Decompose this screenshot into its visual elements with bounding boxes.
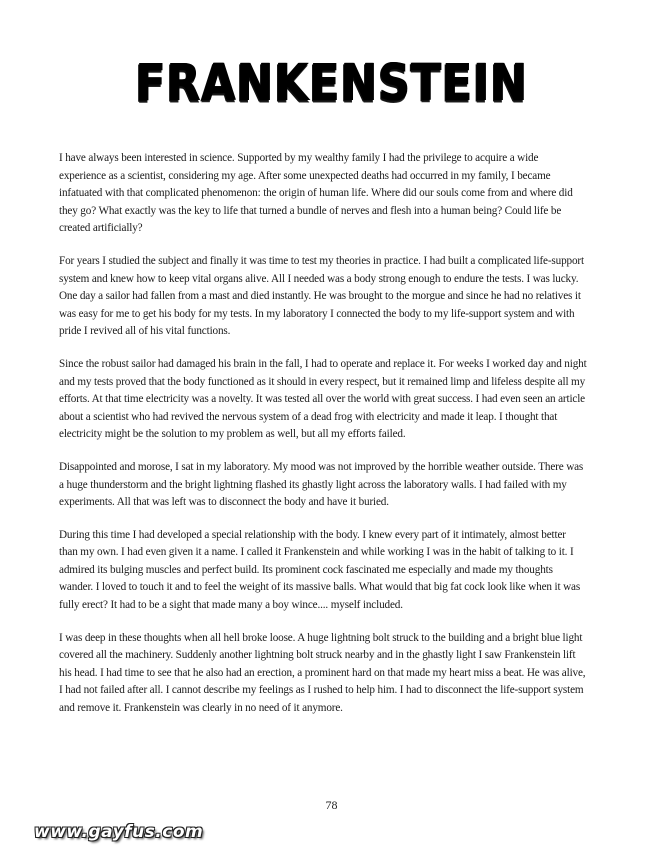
paragraph-3: Since the robust sailor had damaged his brain in the fall, I had to operate and replace it. For weeks I worked day and night and my tests proved that the body functioned as it should in every respect, but it remained limp and lifeless despite all my efforts. At that time electricity was a novelty. It was tested all over the world with great success. I had even seen an article about a scientist who had revived the nervous system of a dead frog with electricity and made it leap. I thought that electricity might be the solution to my problem as well, but all my efforts failed. xyxy=(59,357,587,441)
body-text xyxy=(59,150,587,733)
paragraph-4: Disappointed and morose, I sat in my laboratory. My mood was not improved by the horrible weather outside. There was a huge thunderstorm and the bright lightning flashed its ghastly light across the laboratory walls. I had failed with my experiments. All that was left was to disconnect the body and have it buried. xyxy=(59,460,584,509)
paragraph-2: For years I studied the subject and finally it was time to test my theories in practice. I had built a complicated life-support system and knew how to keep vital organs alive. All I needed was a body strong enough to endure the tests. I was lucky. One day a sailor had fallen from a mast and died instantly. He was brought to the morgue and since he had no relatives it was easy for me to get his body for my tests. In my laboratory I connected the body to my life-support system and with pride I revived all of his vital functions. xyxy=(59,254,584,338)
page-number: 78 xyxy=(325,798,338,812)
paragraph-1: I have always been interested in science. Supported by my wealthy family I had the privilege to acquire a wide experience as a scientist, considering my age. After some unexpected deaths had occurred in my family, I became infatuated with that complicated phenomenon: the origin of human life. Where did our souls come from and where did they go? What exactly was the key to life that turned a bundle of nerves and flesh into a human being? Could life be created artificially? xyxy=(59,152,573,235)
watermark-logo: www.gayfus.com xyxy=(34,822,204,842)
page-title: FRANKENSTEIN xyxy=(135,54,528,113)
paragraph-6: I was deep in these thoughts when all hell broke loose. A huge lightning bolt struck to the building and a bright blue light covered all the machinery. Suddenly another lightning bolt struck nearby and in the ghastly light I saw Frankenstein lift his head. I had time to see that he also had an erection, a prominent hard on that made my heart miss a beat. He was alive, I had not failed after all. I cannot describe my feelings as I rushed to help him. I had to disconnect the life-support system and remove it. Frankenstein was clearly in no need of it anymore. xyxy=(59,631,586,715)
paragraph-5: During this time I had developed a special relationship with the body. I knew every part of it intimately, almost better than my own. I had even given it a name. I called it Frankenstein and while working I was in the habit of talking to it. I admired its bulging muscles and perfect build. Its prominent cock fascinated me especially and made my thoughts wander. I loved to touch it and to feel the weight of its massive balls. What would that big fat cock look like when it was fully erect? It had to be a sight that made many a boy wince.... myself included. xyxy=(59,528,581,612)
title-container xyxy=(0,54,663,113)
